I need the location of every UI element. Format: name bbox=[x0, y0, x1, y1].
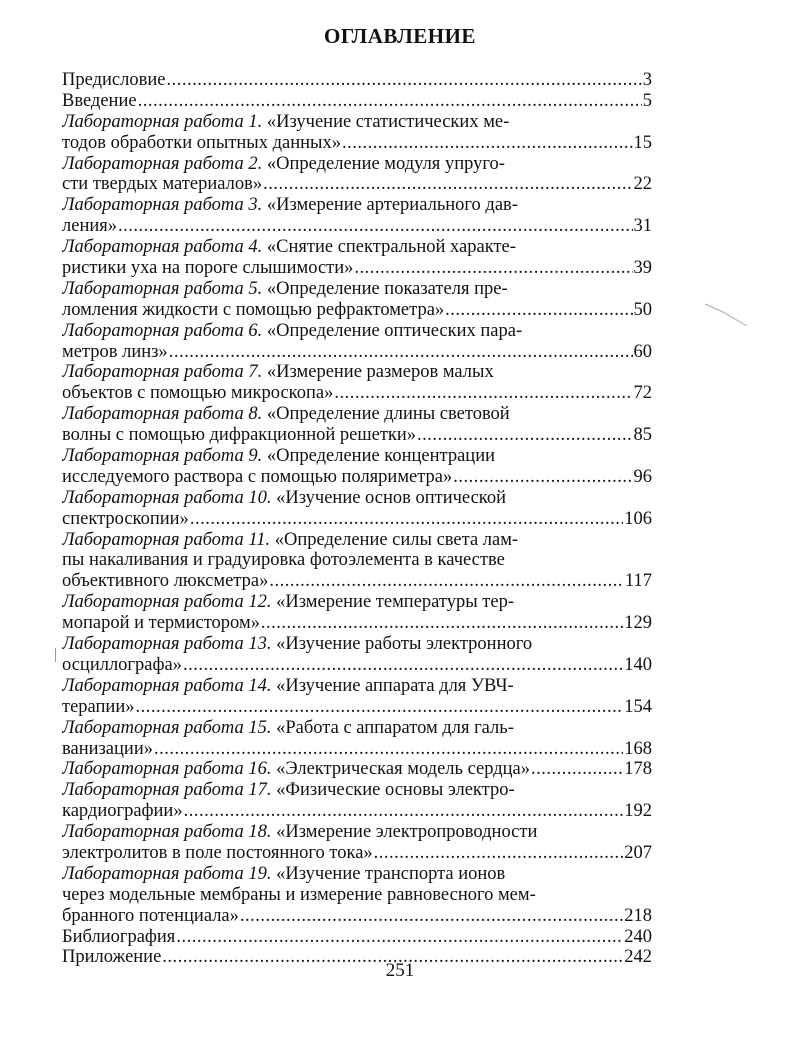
toc-page-number: 240 bbox=[624, 926, 652, 947]
dot-leader bbox=[453, 467, 632, 488]
toc-page-number: 50 bbox=[633, 299, 652, 320]
toc-title-fragment: «Определение показателя пре- bbox=[262, 278, 508, 299]
toc-title-fragment: ристики уха на пороге слышимости» bbox=[62, 258, 354, 279]
toc-page-number: 242 bbox=[624, 947, 652, 968]
toc-page-number: 178 bbox=[624, 759, 652, 780]
dot-leader bbox=[240, 906, 623, 927]
toc-entry-text bbox=[62, 342, 168, 363]
toc-entry-text bbox=[62, 279, 508, 300]
lab-work-label: Лабораторная работа 17. bbox=[62, 780, 272, 801]
toc-entry-text bbox=[62, 885, 536, 906]
toc-line bbox=[62, 739, 652, 760]
toc-line bbox=[62, 237, 652, 258]
lab-work-label: Лабораторная работа 1. bbox=[62, 111, 263, 132]
lab-work-label: Лабораторная работа 8. bbox=[62, 404, 263, 425]
toc-line bbox=[62, 258, 652, 279]
dot-leader bbox=[263, 174, 632, 195]
toc-entry-text bbox=[62, 216, 117, 237]
toc-line bbox=[62, 906, 652, 927]
toc-title-fragment: тодов обработки опытных данных» bbox=[62, 132, 341, 153]
toc-entry-text bbox=[62, 864, 505, 885]
toc-entry-text bbox=[62, 676, 514, 697]
toc-title-fragment: «Работа с аппаратом для галь- bbox=[271, 717, 514, 738]
toc-title-fragment: метров линз» bbox=[62, 341, 168, 362]
lab-work-label: Лабораторная работа 6. bbox=[62, 320, 263, 341]
toc-line bbox=[62, 843, 652, 864]
toc-title-fragment: «Измерение температуры тер- bbox=[271, 592, 514, 613]
toc-line bbox=[62, 864, 652, 885]
toc-title-fragment: ванизации» bbox=[62, 738, 153, 759]
toc-entry-text bbox=[62, 571, 268, 592]
toc-entry-text bbox=[62, 655, 182, 676]
dot-leader bbox=[184, 801, 624, 822]
toc-title-fragment: мопарой и термистором» bbox=[62, 613, 260, 634]
lab-work-label: Лабораторная работа 5. bbox=[62, 278, 263, 299]
toc-line bbox=[62, 321, 652, 342]
toc-page-number: 207 bbox=[624, 842, 652, 863]
toc-line bbox=[62, 571, 652, 592]
toc-title-fragment: ления» bbox=[62, 216, 118, 237]
toc-title-fragment: «Определение оптических пара- bbox=[262, 320, 523, 341]
toc-line bbox=[62, 404, 652, 425]
page-number: 251 bbox=[385, 960, 415, 981]
toc-title-fragment: исследуемого раствора с помощью поляриметра» bbox=[62, 466, 453, 487]
toc-title-fragment: «Определение силы света лам- bbox=[270, 529, 519, 550]
toc-title-fragment: электролитов в поле постоянного тока» bbox=[62, 842, 373, 863]
toc-page-number: 117 bbox=[624, 571, 652, 592]
toc-entry-text bbox=[62, 759, 530, 780]
toc-entry-text bbox=[62, 112, 509, 133]
toc-title-fragment: осциллографа» bbox=[62, 654, 182, 675]
toc-line bbox=[62, 362, 652, 383]
toc-entry-text bbox=[62, 634, 532, 655]
toc-page-number: 154 bbox=[624, 696, 652, 717]
toc-line bbox=[62, 383, 652, 404]
lab-work-label: Лабораторная работа 2. bbox=[62, 153, 263, 174]
dot-leader bbox=[138, 91, 642, 112]
toc-line bbox=[62, 70, 652, 91]
toc-line bbox=[62, 634, 652, 655]
dot-leader bbox=[190, 509, 623, 530]
toc-line bbox=[62, 216, 652, 237]
toc-entry-text bbox=[62, 843, 373, 864]
toc-page-number: 85 bbox=[633, 425, 652, 446]
table-of-contents bbox=[62, 70, 652, 968]
margin-tick-mark bbox=[55, 648, 56, 662]
dot-leader bbox=[269, 571, 624, 592]
toc-entry-text bbox=[62, 697, 134, 718]
toc-page-number: 15 bbox=[633, 132, 652, 153]
toc-title-fragment: Приложение bbox=[62, 947, 162, 968]
toc-title-fragment: «Изучение аппарата для УВЧ- bbox=[271, 675, 514, 696]
toc-title-fragment: «Изучение основ оптической bbox=[271, 487, 507, 508]
page-title: ОГЛАВЛЕНИЕ bbox=[324, 24, 476, 48]
dot-leader bbox=[354, 258, 632, 279]
toc-line bbox=[62, 780, 652, 801]
dot-leader bbox=[374, 843, 624, 864]
toc-line bbox=[62, 467, 652, 488]
toc-entry-text bbox=[62, 592, 514, 613]
lab-work-label: Лабораторная работа 16. bbox=[62, 759, 272, 780]
lab-work-label: Лабораторная работа 12. bbox=[62, 592, 272, 613]
toc-page-number: 129 bbox=[624, 613, 652, 634]
toc-line bbox=[62, 154, 652, 175]
toc-page-number: 96 bbox=[633, 466, 652, 487]
toc-line bbox=[62, 655, 652, 676]
toc-entry-text bbox=[62, 383, 333, 404]
toc-line bbox=[62, 446, 652, 467]
toc-line bbox=[62, 718, 652, 739]
toc-entry-text bbox=[62, 446, 495, 467]
toc-entry-text bbox=[62, 739, 153, 760]
toc-entry-text bbox=[62, 801, 183, 822]
dot-leader bbox=[183, 655, 623, 676]
toc-title-fragment: ломления жидкости с помощью рефрактометра» bbox=[62, 299, 445, 320]
toc-entry-text bbox=[62, 404, 510, 425]
toc-entry-text bbox=[62, 822, 537, 843]
toc-entry-text bbox=[62, 321, 522, 342]
toc-page-number: 192 bbox=[624, 801, 652, 822]
toc-entry-text bbox=[62, 154, 505, 175]
toc-page-number: 39 bbox=[633, 258, 652, 279]
toc-title-fragment: спектроскопии» bbox=[62, 508, 189, 529]
toc-line bbox=[62, 550, 652, 571]
toc-entry-text bbox=[62, 509, 189, 530]
toc-line bbox=[62, 509, 652, 530]
lab-work-label: Лабораторная работа 15. bbox=[62, 717, 272, 738]
toc-title-fragment: Введение bbox=[62, 90, 137, 111]
toc-title-fragment: «Измерение артериального дав- bbox=[262, 195, 518, 216]
toc-page-number: 3 bbox=[642, 70, 652, 90]
toc-title-fragment: бранного потенциала» bbox=[62, 905, 239, 926]
toc-page-number: 218 bbox=[624, 905, 652, 926]
dot-leader bbox=[135, 697, 623, 718]
toc-entry-text bbox=[62, 780, 515, 801]
toc-title-fragment: волны с помощью дифракционной решетки» bbox=[62, 425, 417, 446]
toc-title-fragment: терапии» bbox=[62, 696, 135, 717]
lab-work-label: Лабораторная работа 14. bbox=[62, 675, 272, 696]
lab-work-label: Лабораторная работа 7. bbox=[62, 362, 263, 383]
toc-line bbox=[62, 112, 652, 133]
toc-line bbox=[62, 342, 652, 363]
toc-title-fragment: «Измерение электропроводности bbox=[271, 822, 538, 843]
dot-leader bbox=[445, 300, 632, 321]
toc-title-fragment: сти твердых материалов» bbox=[62, 174, 263, 195]
toc-entry-text bbox=[62, 362, 494, 383]
toc-entry-text bbox=[62, 530, 518, 551]
toc-entry-text bbox=[62, 488, 506, 509]
toc-title-fragment: «Измерение размеров малых bbox=[262, 362, 494, 383]
dot-leader bbox=[531, 759, 623, 780]
lab-work-label: Лабораторная работа 13. bbox=[62, 634, 272, 655]
dot-leader bbox=[166, 70, 641, 91]
toc-title-fragment: «Физические основы электро- bbox=[271, 780, 515, 801]
toc-entry-text bbox=[62, 174, 262, 195]
lab-work-label: Лабораторная работа 9. bbox=[62, 446, 263, 467]
scan-artifact-mark bbox=[703, 300, 749, 330]
toc-entry-text bbox=[62, 133, 341, 154]
lab-work-label: Лабораторная работа 4. bbox=[62, 237, 263, 258]
toc-page-number: 72 bbox=[633, 383, 652, 404]
toc-entry-text bbox=[62, 91, 137, 112]
toc-title-fragment: объективного люксметра» bbox=[62, 571, 269, 592]
toc-entry-text bbox=[62, 613, 260, 634]
toc-line bbox=[62, 195, 652, 216]
dot-leader bbox=[417, 425, 632, 446]
toc-title-fragment: «Электрическая модель сердца» bbox=[271, 759, 531, 780]
lab-work-label: Лабораторная работа 10. bbox=[62, 487, 272, 508]
toc-line bbox=[62, 425, 652, 446]
toc-title-fragment: пы накаливания и градуировка фотоэлемента в качестве bbox=[62, 550, 505, 571]
lab-work-label: Лабораторная работа 19. bbox=[62, 863, 272, 884]
toc-title-fragment: «Определение модуля упруго- bbox=[262, 153, 505, 174]
toc-title-fragment: кардиографии» bbox=[62, 801, 183, 822]
toc-line bbox=[62, 885, 652, 906]
toc-title-fragment: «Определение длины световой bbox=[262, 404, 510, 425]
toc-entry-text bbox=[62, 927, 175, 948]
toc-page-number: 31 bbox=[633, 216, 652, 237]
toc-entry-text bbox=[62, 300, 444, 321]
toc-line bbox=[62, 488, 652, 509]
toc-title-fragment: «Определение концентрации bbox=[262, 446, 495, 467]
toc-line bbox=[62, 822, 652, 843]
toc-page-number: 5 bbox=[642, 90, 652, 111]
toc-title-fragment: через модельные мембраны и измерение равновесного мем- bbox=[62, 884, 536, 905]
dot-leader bbox=[118, 216, 632, 237]
toc-title-fragment: объектов с помощью микроскопа» bbox=[62, 383, 334, 404]
dot-leader bbox=[342, 133, 633, 154]
toc-entry-text bbox=[62, 237, 516, 258]
toc-line bbox=[62, 801, 652, 822]
dot-leader bbox=[334, 383, 632, 404]
toc-title-fragment: Предисловие bbox=[62, 70, 166, 90]
toc-line bbox=[62, 697, 652, 718]
toc-entry-text bbox=[62, 550, 505, 571]
toc-line bbox=[62, 279, 652, 300]
toc-title-fragment: Библиография bbox=[62, 926, 176, 947]
toc-entry-text bbox=[62, 718, 514, 739]
lab-work-label: Лабораторная работа 11. bbox=[62, 529, 271, 550]
toc-entry-text bbox=[62, 258, 353, 279]
toc-page-number: 22 bbox=[633, 174, 652, 195]
toc-line bbox=[62, 759, 652, 780]
toc-line bbox=[62, 927, 652, 948]
lab-work-label: Лабораторная работа 18. bbox=[62, 822, 272, 843]
toc-page-number: 60 bbox=[633, 341, 652, 362]
toc-line bbox=[62, 174, 652, 195]
toc-title-fragment: «Изучение статистических ме- bbox=[262, 111, 510, 132]
toc-title-fragment: «Изучение работы электронного bbox=[271, 634, 533, 655]
toc-entry-text bbox=[62, 906, 239, 927]
toc-line bbox=[62, 530, 652, 551]
toc-line bbox=[62, 592, 652, 613]
toc-title-fragment: «Изучение транспорта ионов bbox=[271, 863, 506, 884]
toc-title-fragment: «Снятие спектральной характе- bbox=[262, 237, 516, 258]
toc-entry-text bbox=[62, 467, 452, 488]
toc-page-number: 140 bbox=[624, 654, 652, 675]
dot-leader bbox=[261, 613, 623, 634]
toc-page-number: 168 bbox=[624, 738, 652, 759]
toc-line bbox=[62, 300, 652, 321]
toc-entry-text bbox=[62, 195, 518, 216]
toc-entry-text bbox=[62, 425, 416, 446]
toc-entry-text bbox=[62, 70, 165, 91]
toc-line bbox=[62, 91, 652, 112]
toc-page-number: 106 bbox=[624, 508, 652, 529]
dot-leader bbox=[154, 739, 623, 760]
toc-line bbox=[62, 613, 652, 634]
lab-work-label: Лабораторная работа 3. bbox=[62, 195, 263, 216]
dot-leader bbox=[169, 342, 633, 363]
toc-line bbox=[62, 133, 652, 154]
toc-line bbox=[62, 676, 652, 697]
dot-leader bbox=[176, 927, 623, 948]
